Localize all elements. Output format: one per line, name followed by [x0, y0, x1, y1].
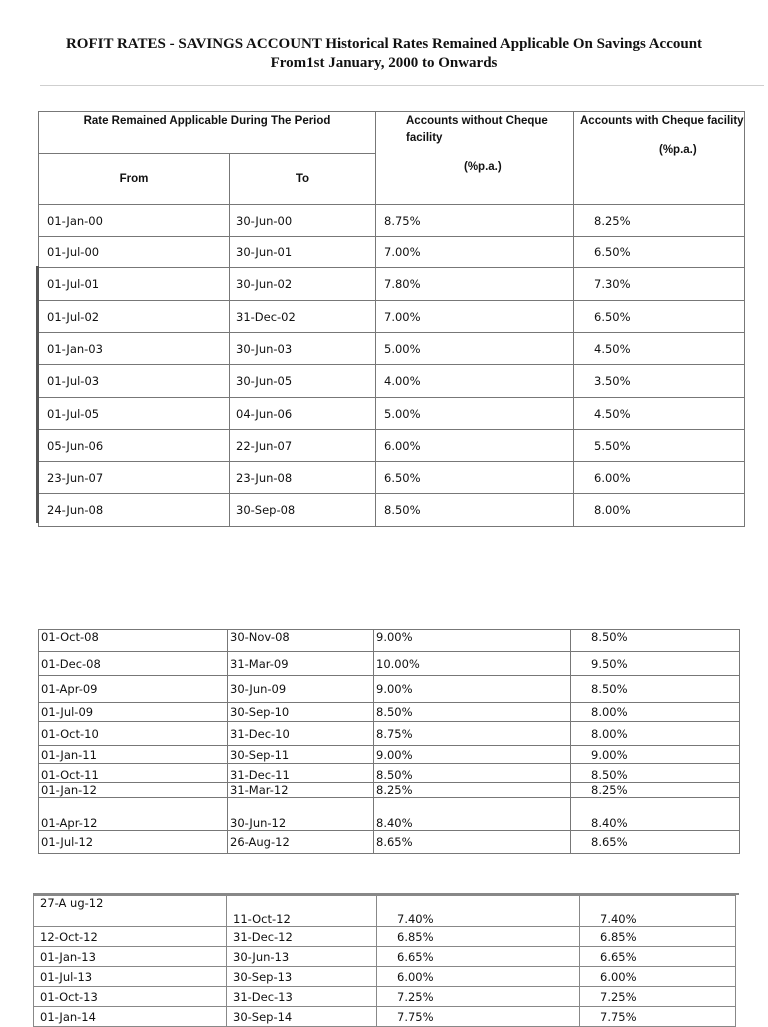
cell-with: 8.00%: [571, 722, 740, 746]
cell-from: 05-Jun-06: [39, 430, 230, 462]
cell-to: 30-Jun-12: [228, 798, 374, 831]
cell-without: 6.00%: [376, 430, 574, 462]
cell-without: 9.00%: [374, 676, 571, 703]
cell-without: 8.50%: [374, 764, 571, 783]
table-row: [39, 764, 740, 783]
without-cheque-label: Accounts without Cheque facility: [406, 115, 548, 144]
cell-with: 7.25%: [580, 987, 736, 1007]
with-cheque-header: [574, 112, 745, 205]
to-header: To: [230, 154, 376, 205]
table-row: [39, 494, 745, 527]
cell-without: 8.50%: [376, 494, 574, 527]
table-row: [34, 987, 736, 1007]
cell-from: 01-Jul-13: [34, 967, 227, 987]
table-row: [39, 462, 745, 494]
cell-with: 9.50%: [571, 652, 740, 676]
cell-without: 7.40%: [377, 896, 580, 927]
cell-from: 01-Oct-13: [34, 987, 227, 1007]
cell-from: 01-Dec-08: [39, 652, 228, 676]
table-row: [39, 430, 745, 462]
from-header: From: [39, 154, 230, 205]
table-row: [39, 237, 745, 268]
cell-from: 01-Oct-10: [39, 722, 228, 746]
cell-without: 9.00%: [374, 630, 571, 652]
table-row: [39, 365, 745, 398]
cell-to: 04-Jun-06: [230, 398, 376, 430]
cell-to: 22-Jun-07: [230, 430, 376, 462]
cell-from: 01-Jul-12: [39, 831, 228, 854]
cell-with: 8.25%: [574, 205, 745, 237]
cell-from: 01-Jan-13: [34, 947, 227, 967]
cell-with: 8.00%: [571, 703, 740, 722]
table-row: [34, 896, 736, 927]
rates-table-2000-2008: [38, 111, 745, 527]
cell-to: 30-Sep-14: [227, 1007, 377, 1027]
cell-from: 01-Jul-09: [39, 703, 228, 722]
cell-with: 6.50%: [574, 237, 745, 268]
cell-with: 8.65%: [571, 831, 740, 854]
cell-from: 01-Jul-00: [39, 237, 230, 268]
table-row: [39, 268, 745, 301]
cell-without: 6.00%: [377, 967, 580, 987]
cell-without: 8.75%: [376, 205, 574, 237]
cell-to: 26-Aug-12: [228, 831, 374, 854]
cell-to: 30-Jun-05: [230, 365, 376, 398]
cell-from: 01-Jul-05: [39, 398, 230, 430]
cell-without: 5.00%: [376, 333, 574, 365]
cell-without: 8.75%: [374, 722, 571, 746]
cell-from: 24-Jun-08: [39, 494, 230, 527]
cell-to: 30-Sep-10: [228, 703, 374, 722]
cell-from: 27-A ug-12: [34, 896, 227, 927]
cell-without: 7.75%: [377, 1007, 580, 1027]
cell-to: 30-Sep-11: [228, 746, 374, 764]
cell-with: 4.50%: [574, 333, 745, 365]
cell-to: 31-Mar-09: [228, 652, 374, 676]
cell-to: 31-Dec-11: [228, 764, 374, 783]
cell-from: 01-Jan-11: [39, 746, 228, 764]
cell-without: 7.80%: [376, 268, 574, 301]
cell-without: 6.50%: [376, 462, 574, 494]
cell-to: 31-Dec-02: [230, 301, 376, 333]
period-header: Rate Remained Applicable During The Period: [39, 112, 376, 154]
cell-without: 7.25%: [377, 987, 580, 1007]
cell-without: 9.00%: [374, 746, 571, 764]
cell-to: 30-Jun-01: [230, 237, 376, 268]
cell-from: 01-Oct-11: [39, 764, 228, 783]
cell-to: 11-Oct-12: [227, 896, 377, 927]
cell-with: 3.50%: [574, 365, 745, 398]
with-cheque-unit: (%p.a.): [659, 144, 697, 156]
table-row: [39, 630, 740, 652]
cell-without: 8.40%: [374, 798, 571, 831]
cell-without: 6.85%: [377, 927, 580, 947]
cell-without: 7.00%: [376, 301, 574, 333]
cell-from: 01-Jul-01: [39, 268, 230, 301]
rates-table-2012-2014: [33, 895, 736, 1027]
cell-with: 7.75%: [580, 1007, 736, 1027]
cell-with: 5.50%: [574, 430, 745, 462]
cell-from: 23-Jun-07: [39, 462, 230, 494]
title-divider: [40, 85, 764, 86]
cell-without: 8.50%: [374, 703, 571, 722]
cell-from: 01-Jul-03: [39, 365, 230, 398]
title-line-1: ROFIT RATES - SAVINGS ACCOUNT Historical Rates Remained Applicable On Savings Account: [65, 36, 703, 52]
cell-from: 01-Jan-03: [39, 333, 230, 365]
table-row: [39, 333, 745, 365]
cell-with: 6.65%: [580, 947, 736, 967]
cell-from: 01-Jul-02: [39, 301, 230, 333]
cell-from: 01-Jan-00: [39, 205, 230, 237]
cell-with: 6.50%: [574, 301, 745, 333]
cell-to: 30-Sep-13: [227, 967, 377, 987]
table-row: [39, 205, 745, 237]
cell-to: 31-Dec-13: [227, 987, 377, 1007]
cell-with: 4.50%: [574, 398, 745, 430]
cell-with: 8.50%: [571, 764, 740, 783]
cell-from: 01-Apr-12: [39, 798, 228, 831]
table-row: [39, 676, 740, 703]
cell-to: 30-Jun-09: [228, 676, 374, 703]
cell-to: 30-Jun-02: [230, 268, 376, 301]
rates-table-2008-2012: [38, 629, 740, 854]
cell-to: 31-Mar-12: [228, 783, 374, 798]
cell-with: 9.00%: [571, 746, 740, 764]
table-row: [39, 831, 740, 854]
cell-to: 30-Jun-00: [230, 205, 376, 237]
cell-with: 7.30%: [574, 268, 745, 301]
cell-without: 6.65%: [377, 947, 580, 967]
cell-to: 30-Nov-08: [228, 630, 374, 652]
cell-to: 23-Jun-08: [230, 462, 376, 494]
cell-without: 8.25%: [374, 783, 571, 798]
table-row: [39, 652, 740, 676]
cell-from: 12-Oct-12: [34, 927, 227, 947]
cell-to: 30-Jun-03: [230, 333, 376, 365]
cell-with: 8.00%: [574, 494, 745, 527]
cell-with: 6.00%: [574, 462, 745, 494]
title-line-2: From1st January, 2000 to Onwards: [270, 55, 498, 71]
with-cheque-label: Accounts with Cheque facility: [580, 115, 744, 127]
table-row: [34, 927, 736, 947]
cell-with: 6.00%: [580, 967, 736, 987]
cell-from: 01-Oct-08: [39, 630, 228, 652]
table-row: [39, 703, 740, 722]
without-cheque-header: [376, 112, 574, 205]
table-row: [39, 301, 745, 333]
cell-with: 7.40%: [580, 896, 736, 927]
cell-to: 31-Dec-12: [227, 927, 377, 947]
cell-with: 6.85%: [580, 927, 736, 947]
cell-to: 31-Dec-10: [228, 722, 374, 746]
cell-with: 8.40%: [571, 798, 740, 831]
table-row: [39, 398, 745, 430]
document-title: [0, 35, 768, 73]
table-row: [39, 746, 740, 764]
cell-without: 4.00%: [376, 365, 574, 398]
cell-to: 30-Sep-08: [230, 494, 376, 527]
cell-to: 30-Jun-13: [227, 947, 377, 967]
table-left-bar: [36, 266, 39, 523]
cell-with: 8.25%: [571, 783, 740, 798]
cell-from: 01-Jan-14: [34, 1007, 227, 1027]
cell-with: 8.50%: [571, 676, 740, 703]
table-row: [34, 947, 736, 967]
without-cheque-unit: (%p.a.): [464, 161, 502, 173]
cell-with: 8.50%: [571, 630, 740, 652]
table-row: [39, 783, 740, 798]
table-row: [39, 722, 740, 746]
table-row: [39, 798, 740, 831]
cell-without: 5.00%: [376, 398, 574, 430]
cell-without: 10.00%: [374, 652, 571, 676]
table-row: [34, 967, 736, 987]
cell-from: 01-Jan-12: [39, 783, 228, 798]
cell-from: 01-Apr-09: [39, 676, 228, 703]
cell-without: 8.65%: [374, 831, 571, 854]
cell-without: 7.00%: [376, 237, 574, 268]
